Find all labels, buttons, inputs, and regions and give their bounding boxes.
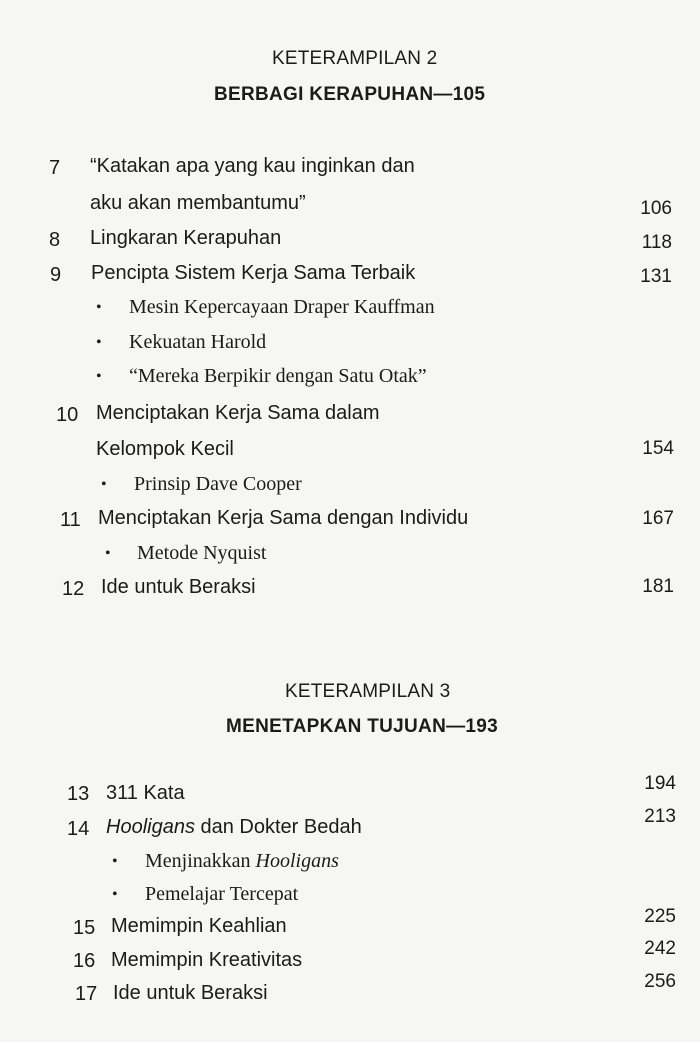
chapter-14-title-rest: dan Dokter Bedah (194, 816, 362, 838)
chapter-10-number: 10 (56, 404, 79, 426)
chapter-9-title: Pencipta Sistem Kerja Sama Terbaik (91, 262, 416, 284)
chapter-12-number: 12 (62, 578, 85, 600)
chapter-16-number: 16 (73, 950, 96, 972)
chapter-7-title-line1: “Katakan apa yang kau inginkan dan (90, 155, 415, 177)
chapter-7-title-line2: aku akan membantumu” (90, 192, 306, 214)
bullet-icon: • (101, 476, 107, 493)
chapter-10-title-line1: Menciptakan Kerja Sama dalam (96, 402, 380, 424)
chapter-9-page: 131 (640, 266, 672, 287)
bullet-icon: • (96, 368, 102, 385)
chapter-11-bullet-1: Metode Nyquist (137, 542, 267, 564)
chapter-12-title: Ide untuk Beraksi (101, 576, 256, 598)
chapter-15-title: Memimpin Keahlian (111, 915, 287, 937)
chapter-9-bullet-3: “Mereka Berpikir dengan Satu Otak” (129, 365, 427, 387)
bullet-icon: • (112, 853, 118, 870)
chapter-11-page: 167 (642, 508, 674, 529)
section-3-title: MENETAPKAN TUJUAN—193 (226, 716, 498, 737)
chapter-9-bullet-2: Kekuatan Harold (129, 331, 267, 353)
chapter-16-title: Memimpin Kreativitas (111, 949, 303, 971)
chapter-9-number: 9 (50, 264, 62, 286)
section-3-label: KETERAMPILAN 3 (285, 681, 451, 702)
chapter-13-page: 194 (644, 773, 676, 794)
chapter-8-page: 118 (641, 232, 672, 253)
chapter-14-bullet-1-text: Menjinakkan (145, 850, 256, 872)
chapter-11-title: Menciptakan Kerja Sama dengan Individu (98, 507, 469, 529)
chapter-13-title: 311 Kata (106, 782, 185, 804)
chapter-16-page: 242 (644, 938, 676, 959)
chapter-10-page: 154 (642, 438, 674, 459)
bullet-icon: • (96, 334, 102, 351)
bullet-icon: • (105, 545, 111, 562)
section-2-label: KETERAMPILAN 2 (272, 48, 438, 69)
chapter-14-title-italic: Hooligans (106, 816, 195, 838)
chapter-14-bullet-2: Pemelajar Tercepat (145, 883, 299, 905)
chapter-8-number: 8 (49, 229, 61, 251)
bullet-icon: • (112, 886, 118, 903)
chapter-17-page: 256 (644, 971, 676, 992)
chapter-17-title: Ide untuk Beraksi (113, 982, 268, 1004)
chapter-9-bullet-1: Mesin Kepercayaan Draper Kauffman (129, 296, 435, 318)
chapter-11-number: 11 (60, 509, 81, 531)
chapter-14-number: 14 (67, 818, 90, 840)
chapter-8-title: Lingkaran Kerapuhan (90, 227, 282, 249)
chapter-14-page: 213 (644, 806, 676, 827)
chapter-15-page: 225 (644, 906, 676, 927)
chapter-7-number: 7 (49, 157, 61, 179)
chapter-10-bullet-1: Prinsip Dave Cooper (134, 473, 302, 495)
chapter-17-number: 17 (75, 983, 98, 1005)
chapter-14-title (106, 816, 362, 839)
chapter-7-page: 106 (640, 198, 672, 219)
chapter-13-number: 13 (67, 783, 90, 805)
bullet-icon: • (96, 299, 102, 316)
chapter-10-title-line2: Kelompok Kecil (96, 438, 234, 460)
chapter-12-page: 181 (642, 576, 674, 597)
chapter-14-bullet-1-italic: Hooligans (255, 850, 339, 872)
chapter-15-number: 15 (73, 917, 96, 939)
section-2-title: BERBAGI KERAPUHAN—105 (214, 84, 486, 105)
chapter-14-bullet-1 (145, 850, 339, 873)
